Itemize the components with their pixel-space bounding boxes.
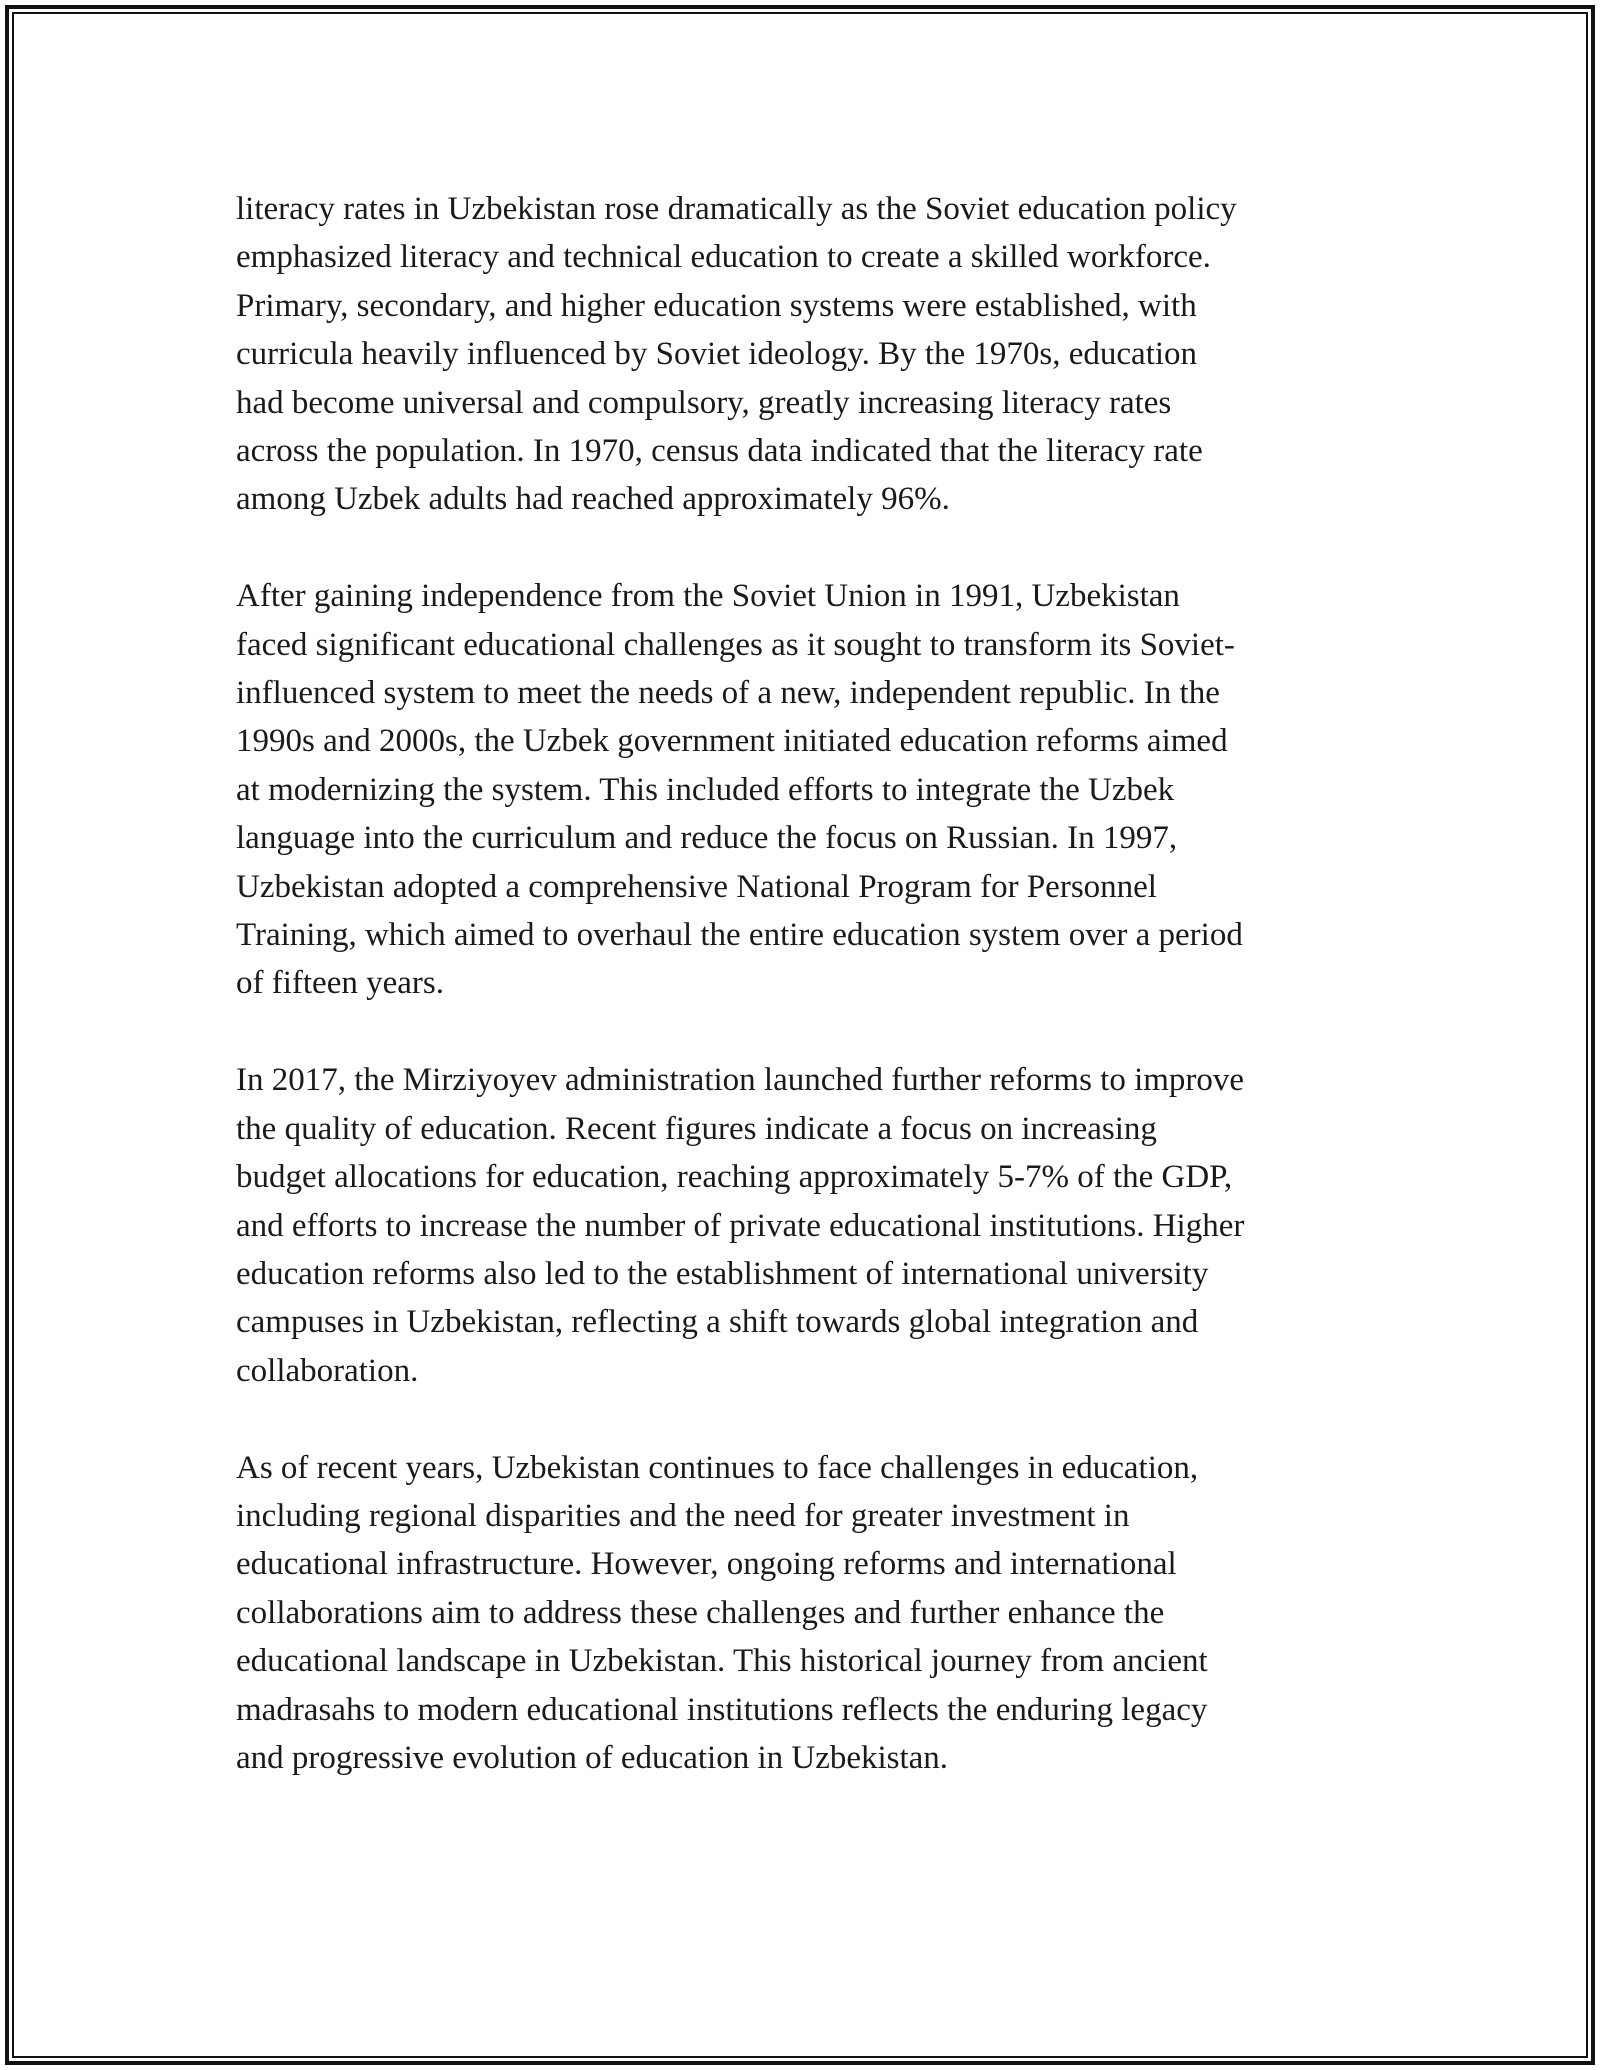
paragraph-current-challenges: As of recent years, Uzbekistan continues to face challenges in education, including regional disparities and the need for greater investment in educational infrastructure. However, ongoing reforms and international collaborations aim to address these challenges and further enhance the educational landscape in Uzbekistan. This historical journey from ancient madrasahs to modern educational institutions reflects the enduring legacy and progressive evolution of education in Uzbekistan. <box>236 1449 1208 1776</box>
paragraph-independence-reforms: After gaining independence from the Soviet Union in 1991, Uzbekistan faced significant educational challenges as it sought to transform its Soviet- influenced system to meet the needs of a new, independent republic. In the 1990s and 2000s, the Uzbek government initiated education reforms aimed at modernizing the system. This included efforts to integrate the Uzbek language into the curriculum and reduce the focus on Russian. In 1997, Uzbekistan adopted a comprehensive National Program for Personnel Training, which aimed to overhaul the entire education system over a period of fifteen years. <box>236 578 1243 1002</box>
paragraph-soviet-literacy: literacy rates in Uzbekistan rose dramatically as the Soviet education policy emphasized literacy and technical education to create a skilled workforce. Primary, secondary, and higher education systems were established, with curricula heavily influenced by Soviet ideology. By the 1970s, education had become universal and compulsory, greatly increasing literacy rates across the population. In 1970, census data indicated that the literacy rate among Uzbek adults had reached approximately 96%. <box>236 191 1237 518</box>
document-body <box>236 185 1396 1831</box>
paragraph-2017-reforms: In 2017, the Mirziyoyev administration launched further reforms to improve the quality of education. Recent figures indicate a focus on increasing budget allocations for education, reaching approximately 5-7% of the GDP, and efforts to increase the number of private educational institutions. Higher education reforms also led to the establishment of international university campuses in Uzbekistan, reflecting a shift towards global integration and collaboration. <box>236 1062 1245 1389</box>
